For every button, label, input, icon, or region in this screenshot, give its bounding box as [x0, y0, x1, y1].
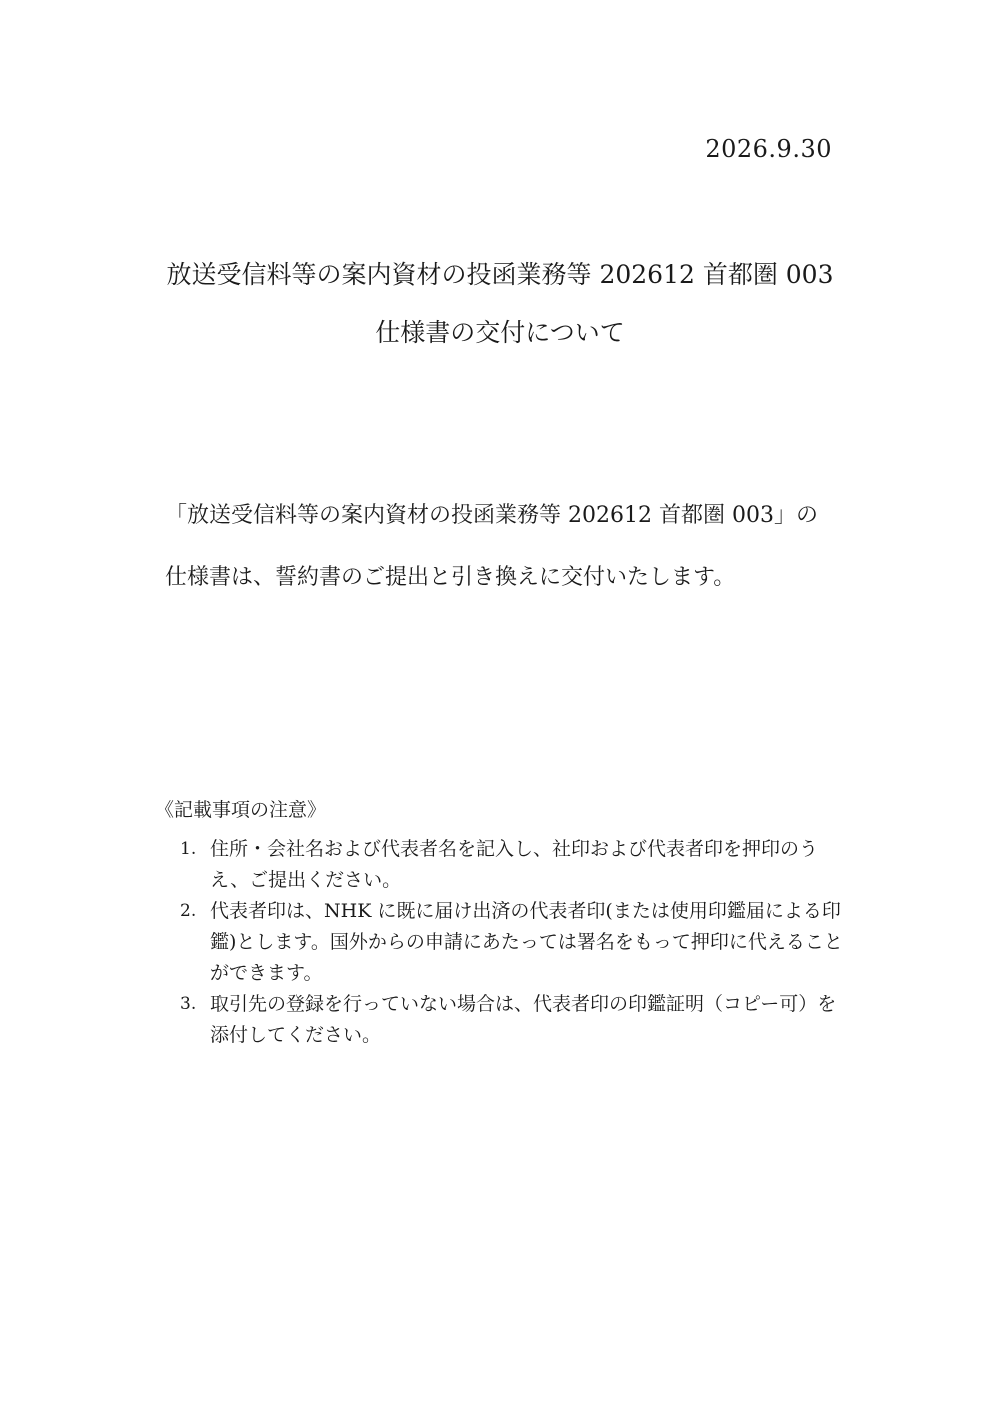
note-item [180, 989, 855, 1051]
note-text: 取引先の登録を行っていない場合は、代表者印の印鑑証明（コピー可）を添付してください。 [210, 993, 837, 1046]
document-title-line-1: 放送受信料等の案内資材の投函業務等 202612 首都圏 003 [166, 260, 834, 289]
note-item [180, 896, 855, 989]
note-item [180, 834, 855, 896]
body-text-line-2: 仕様書は、誓約書のご提出と引き換えに交付いたします。 [165, 565, 736, 590]
notes-heading: 《記載事項の注意》 [155, 799, 327, 821]
body-text-line-1: 「放送受信料等の案内資材の投函業務等 202612 首都圏 003」の [165, 503, 818, 528]
note-text: 住所・会社名および代表者名を記入し、社印および代表者印を押印のうえ、ご提出ください。 [210, 838, 819, 891]
document-title-line-2: 仕様書の交付について [375, 318, 625, 347]
note-number: 3. [180, 994, 197, 1014]
note-text: 代表者印は、NHK に既に届け出済の代表者印(または使用印鑑届による印鑑)とします。国外からの申請にあたっては署名をもって押印に代えることができます。 [210, 900, 843, 984]
notes-section [155, 798, 855, 1051]
document-date: 2026.9.30 [705, 135, 832, 163]
note-number: 1. [180, 839, 197, 859]
notes-list [155, 834, 855, 1051]
note-number: 2. [180, 901, 197, 921]
